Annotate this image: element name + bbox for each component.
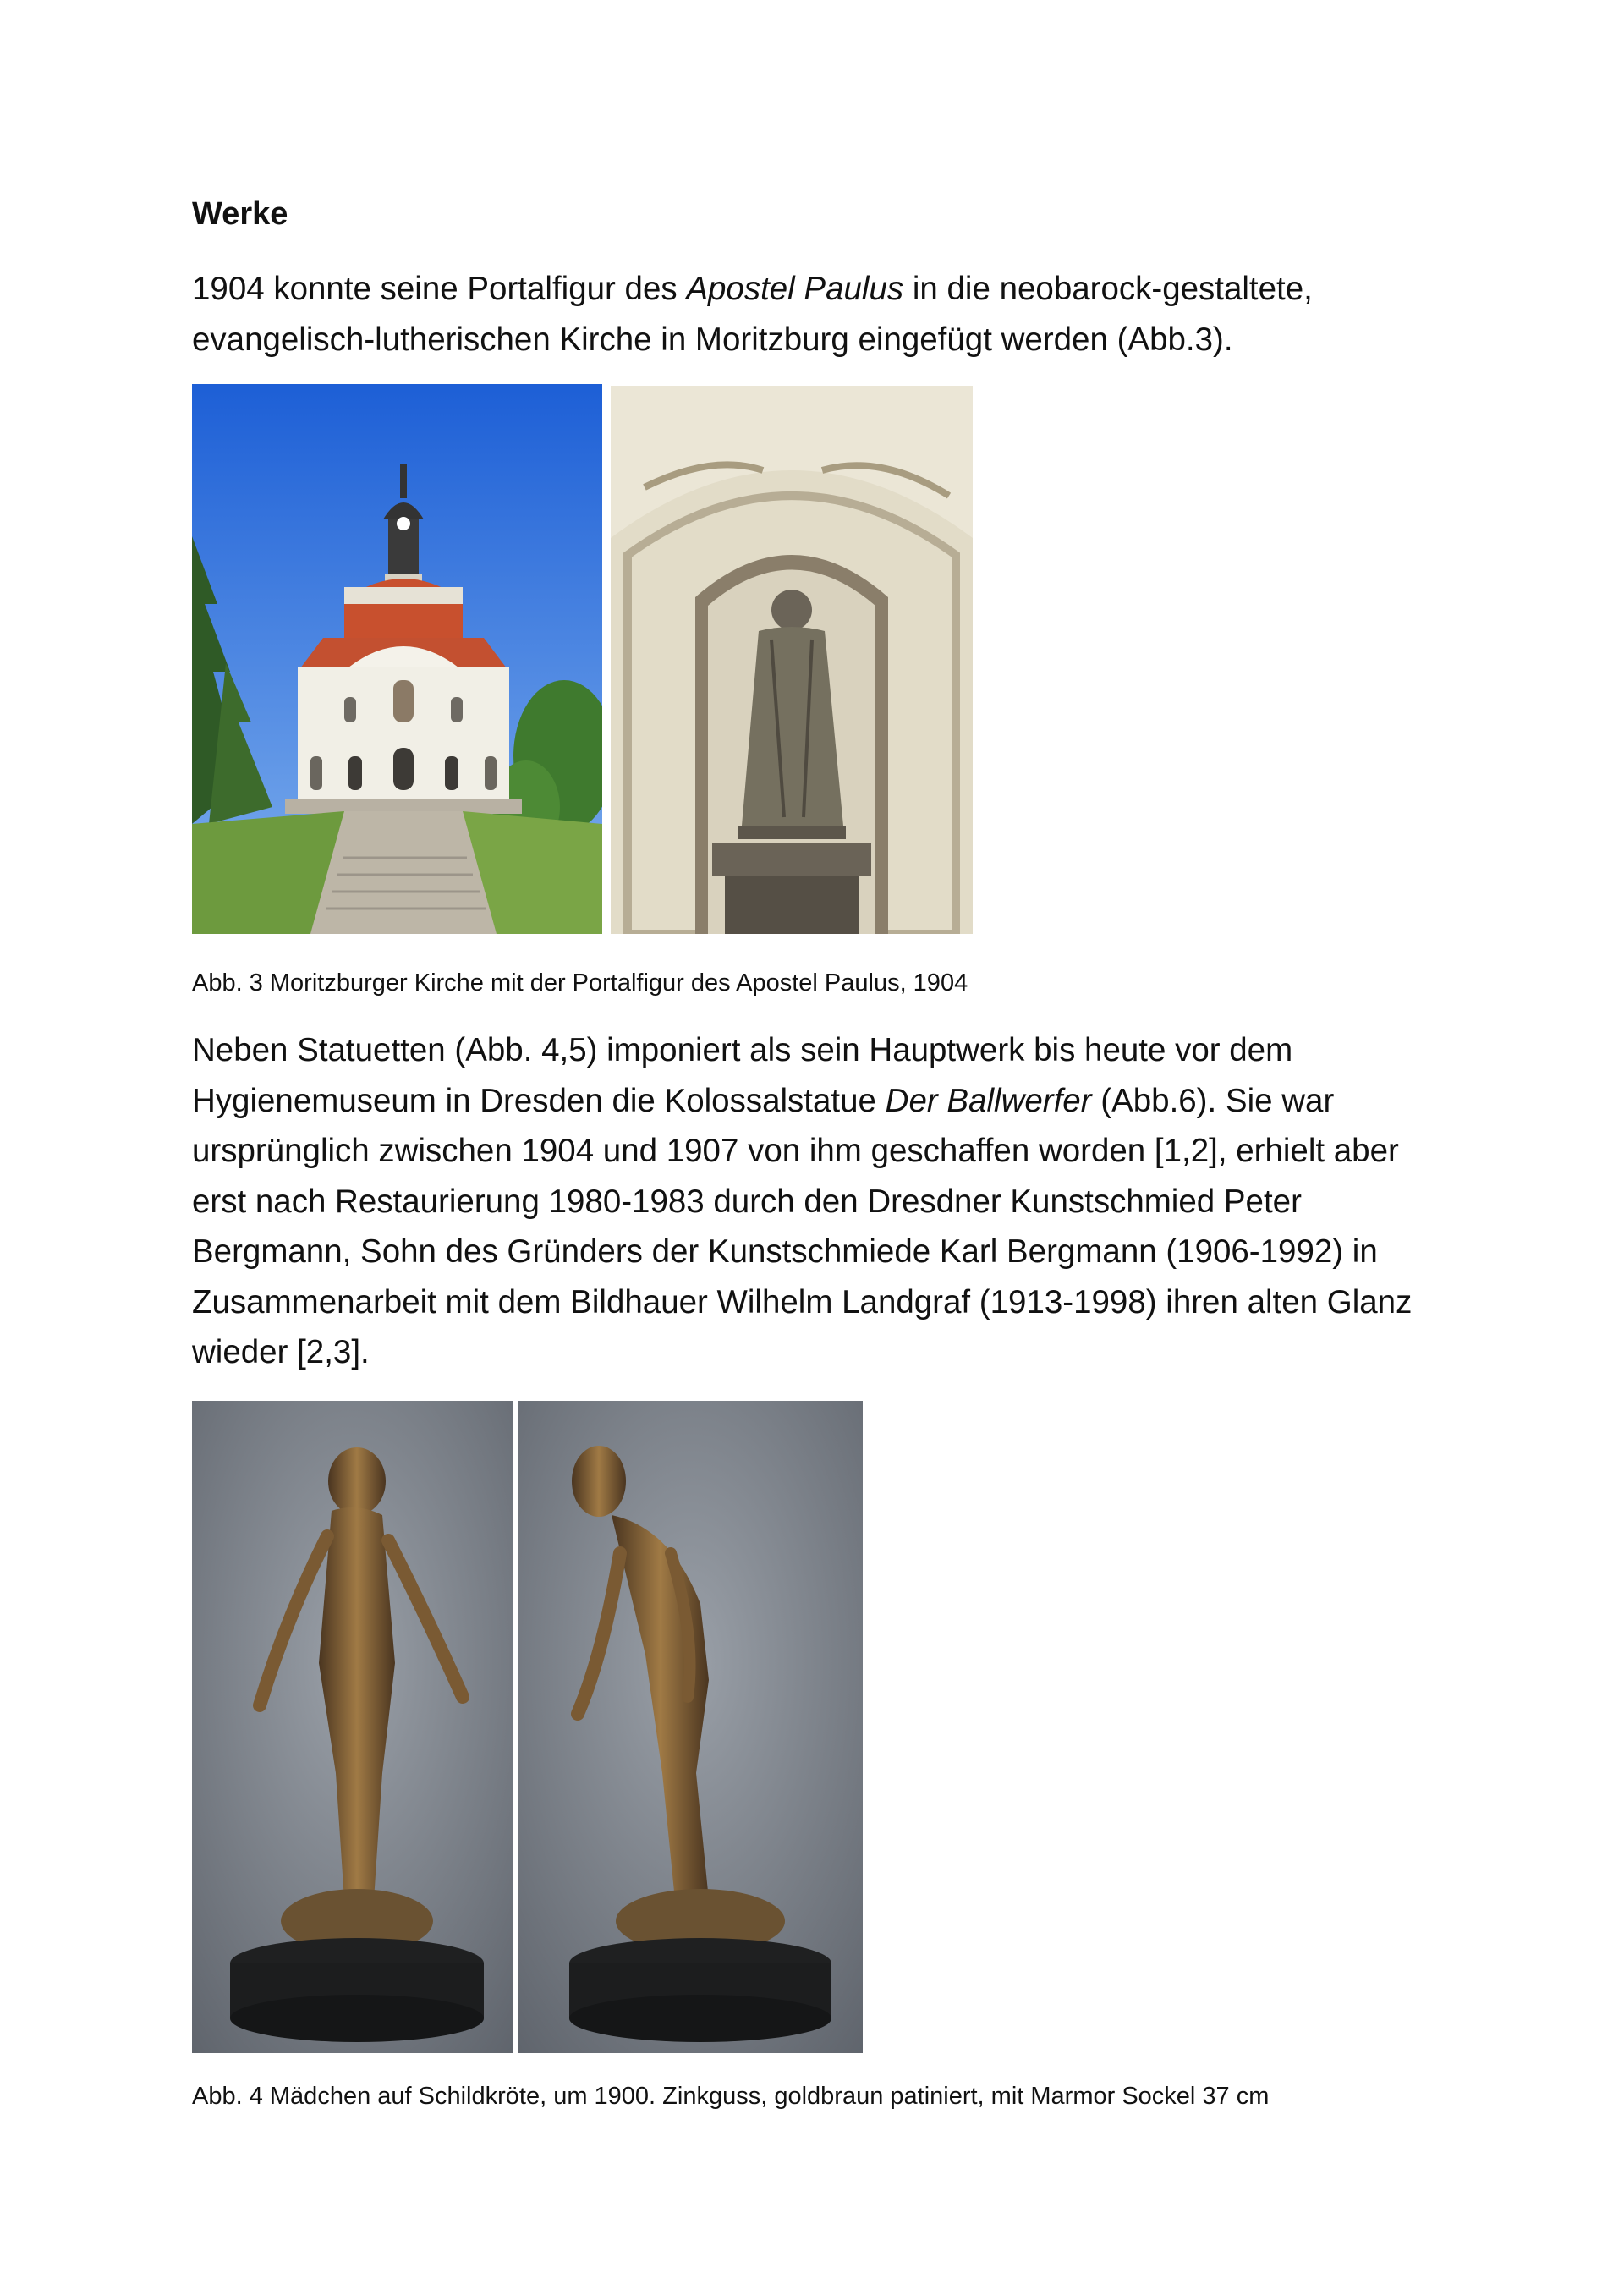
paragraph-text: in die neobarock-gestaltete, evangelisch-lutherischen Kirche in Moritzburg eingefügt werden (Abb.3).	[192, 271, 1313, 358]
paragraph-portal-figure	[192, 264, 1444, 365]
figure-3-caption: Abb. 3 Moritzburger Kirche mit der Portalfigur des Apostel Paulus, 1904	[192, 969, 968, 997]
statuette-front-photo	[192, 1401, 513, 2053]
section-heading: Werke	[192, 196, 288, 232]
church-photo	[192, 384, 602, 934]
work-title-ballwerfer: Der Ballwerfer	[885, 1082, 1092, 1119]
paragraph-text: Neben Statuetten (Abb. 4,5) imponiert als sein Hauptwerk bis heute vor dem Hygienemuseum in Dresden die Kolossalstatue	[192, 1032, 1293, 1119]
paragraph-text: (Abb.6). Sie war ursprünglich zwischen 1904 und 1907 von ihm geschaffen worden [1,2], erhielt aber erst nach Restaurierung 1980-1983 durch den Dresdner Kunstschmied Peter Bergmann, Sohn des Gründers der Kunstschmiede Karl Bergmann (1906-1992) in Zusammenarbeit mit dem Bildhauer Wilhelm Landgraf (1913-1998) ihren alten Glanz wieder [2,3].	[192, 1082, 1413, 1370]
paragraph-ballwerfer	[192, 1025, 1444, 1378]
figure-4-caption: Abb. 4 Mädchen auf Schildkröte, um 1900. Zinkguss, goldbraun patiniert, mit Marmor Sockel 37 cm	[192, 2083, 1270, 2110]
statuette-side-photo	[518, 1401, 863, 2053]
paragraph-text: 1904 konnte seine Portalfigur des	[192, 271, 687, 307]
work-title-apostel-paulus: Apostel Paulus	[686, 271, 904, 307]
apostle-paulus-statue-photo	[611, 386, 973, 934]
